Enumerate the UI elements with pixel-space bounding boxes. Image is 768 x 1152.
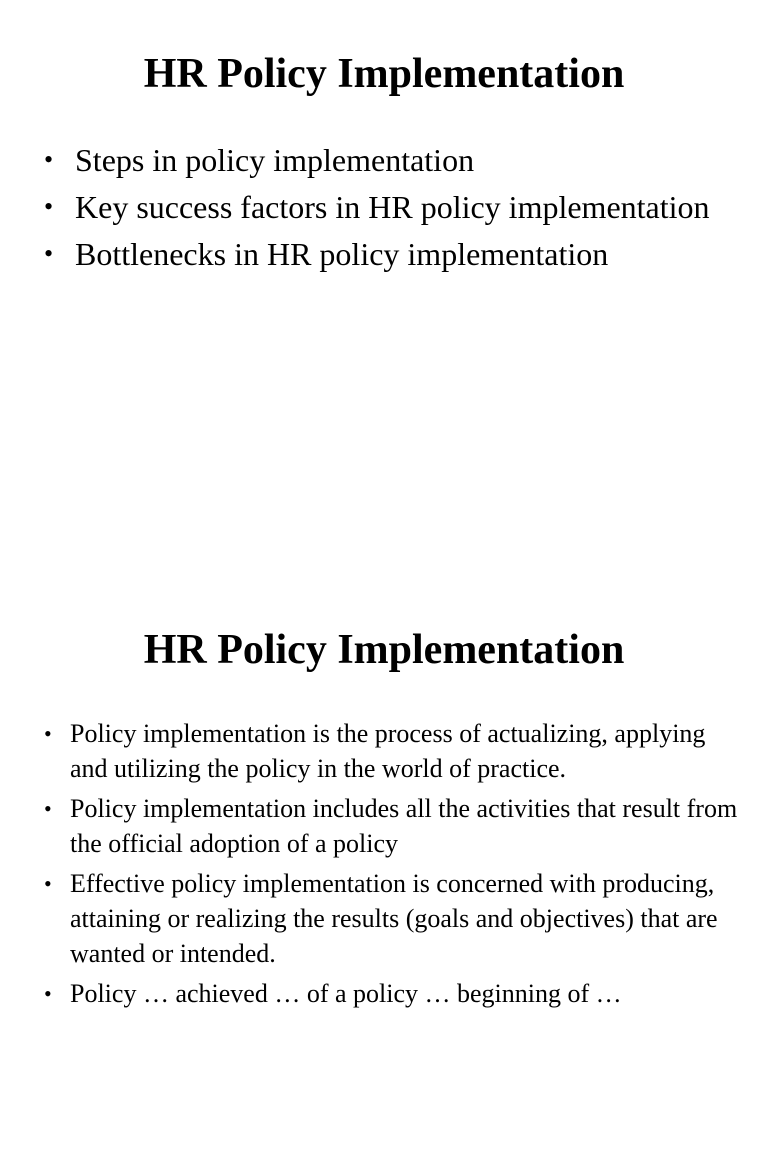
- slide-title: HR Policy Implementation: [143, 51, 625, 97]
- bullet-icon: •: [44, 871, 52, 896]
- slide-2: [0, 576, 768, 1152]
- bullet-list: [42, 140, 732, 281]
- bullet-text: Key success factors in HR policy implementation: [75, 189, 710, 225]
- bullet-icon: •: [44, 796, 52, 821]
- bullet-text: Effective policy implementation is concerned with producing, attaining or realizing the results (goals and objectives) that are wanted or intended.: [70, 869, 718, 968]
- bullet-item: [42, 187, 732, 227]
- bullet-item: [42, 140, 732, 180]
- bullet-item: [42, 716, 742, 786]
- bullet-text: Bottlenecks in HR policy implementation: [75, 236, 609, 272]
- bullet-item: [42, 866, 742, 971]
- bullet-item: [42, 234, 732, 274]
- bullet-icon: •: [44, 239, 54, 268]
- bullet-text: Steps in policy implementation: [75, 142, 475, 178]
- bullet-icon: •: [44, 981, 52, 1006]
- bullet-text: Policy … achieved … of a policy … beginning of …: [70, 979, 622, 1008]
- bullet-icon: •: [44, 192, 54, 221]
- slide-title: HR Policy Implementation: [143, 627, 625, 673]
- bullet-text: Policy implementation is the process of actualizing, applying and utilizing the policy in the world of practice.: [70, 719, 706, 783]
- bullet-icon: •: [44, 145, 54, 174]
- bullet-list: [42, 716, 742, 1016]
- bullet-text: Policy implementation includes all the activities that result from the official adoption of a policy: [70, 794, 738, 858]
- bullet-item: [42, 791, 742, 861]
- bullet-item: [42, 976, 742, 1011]
- bullet-icon: •: [44, 721, 52, 746]
